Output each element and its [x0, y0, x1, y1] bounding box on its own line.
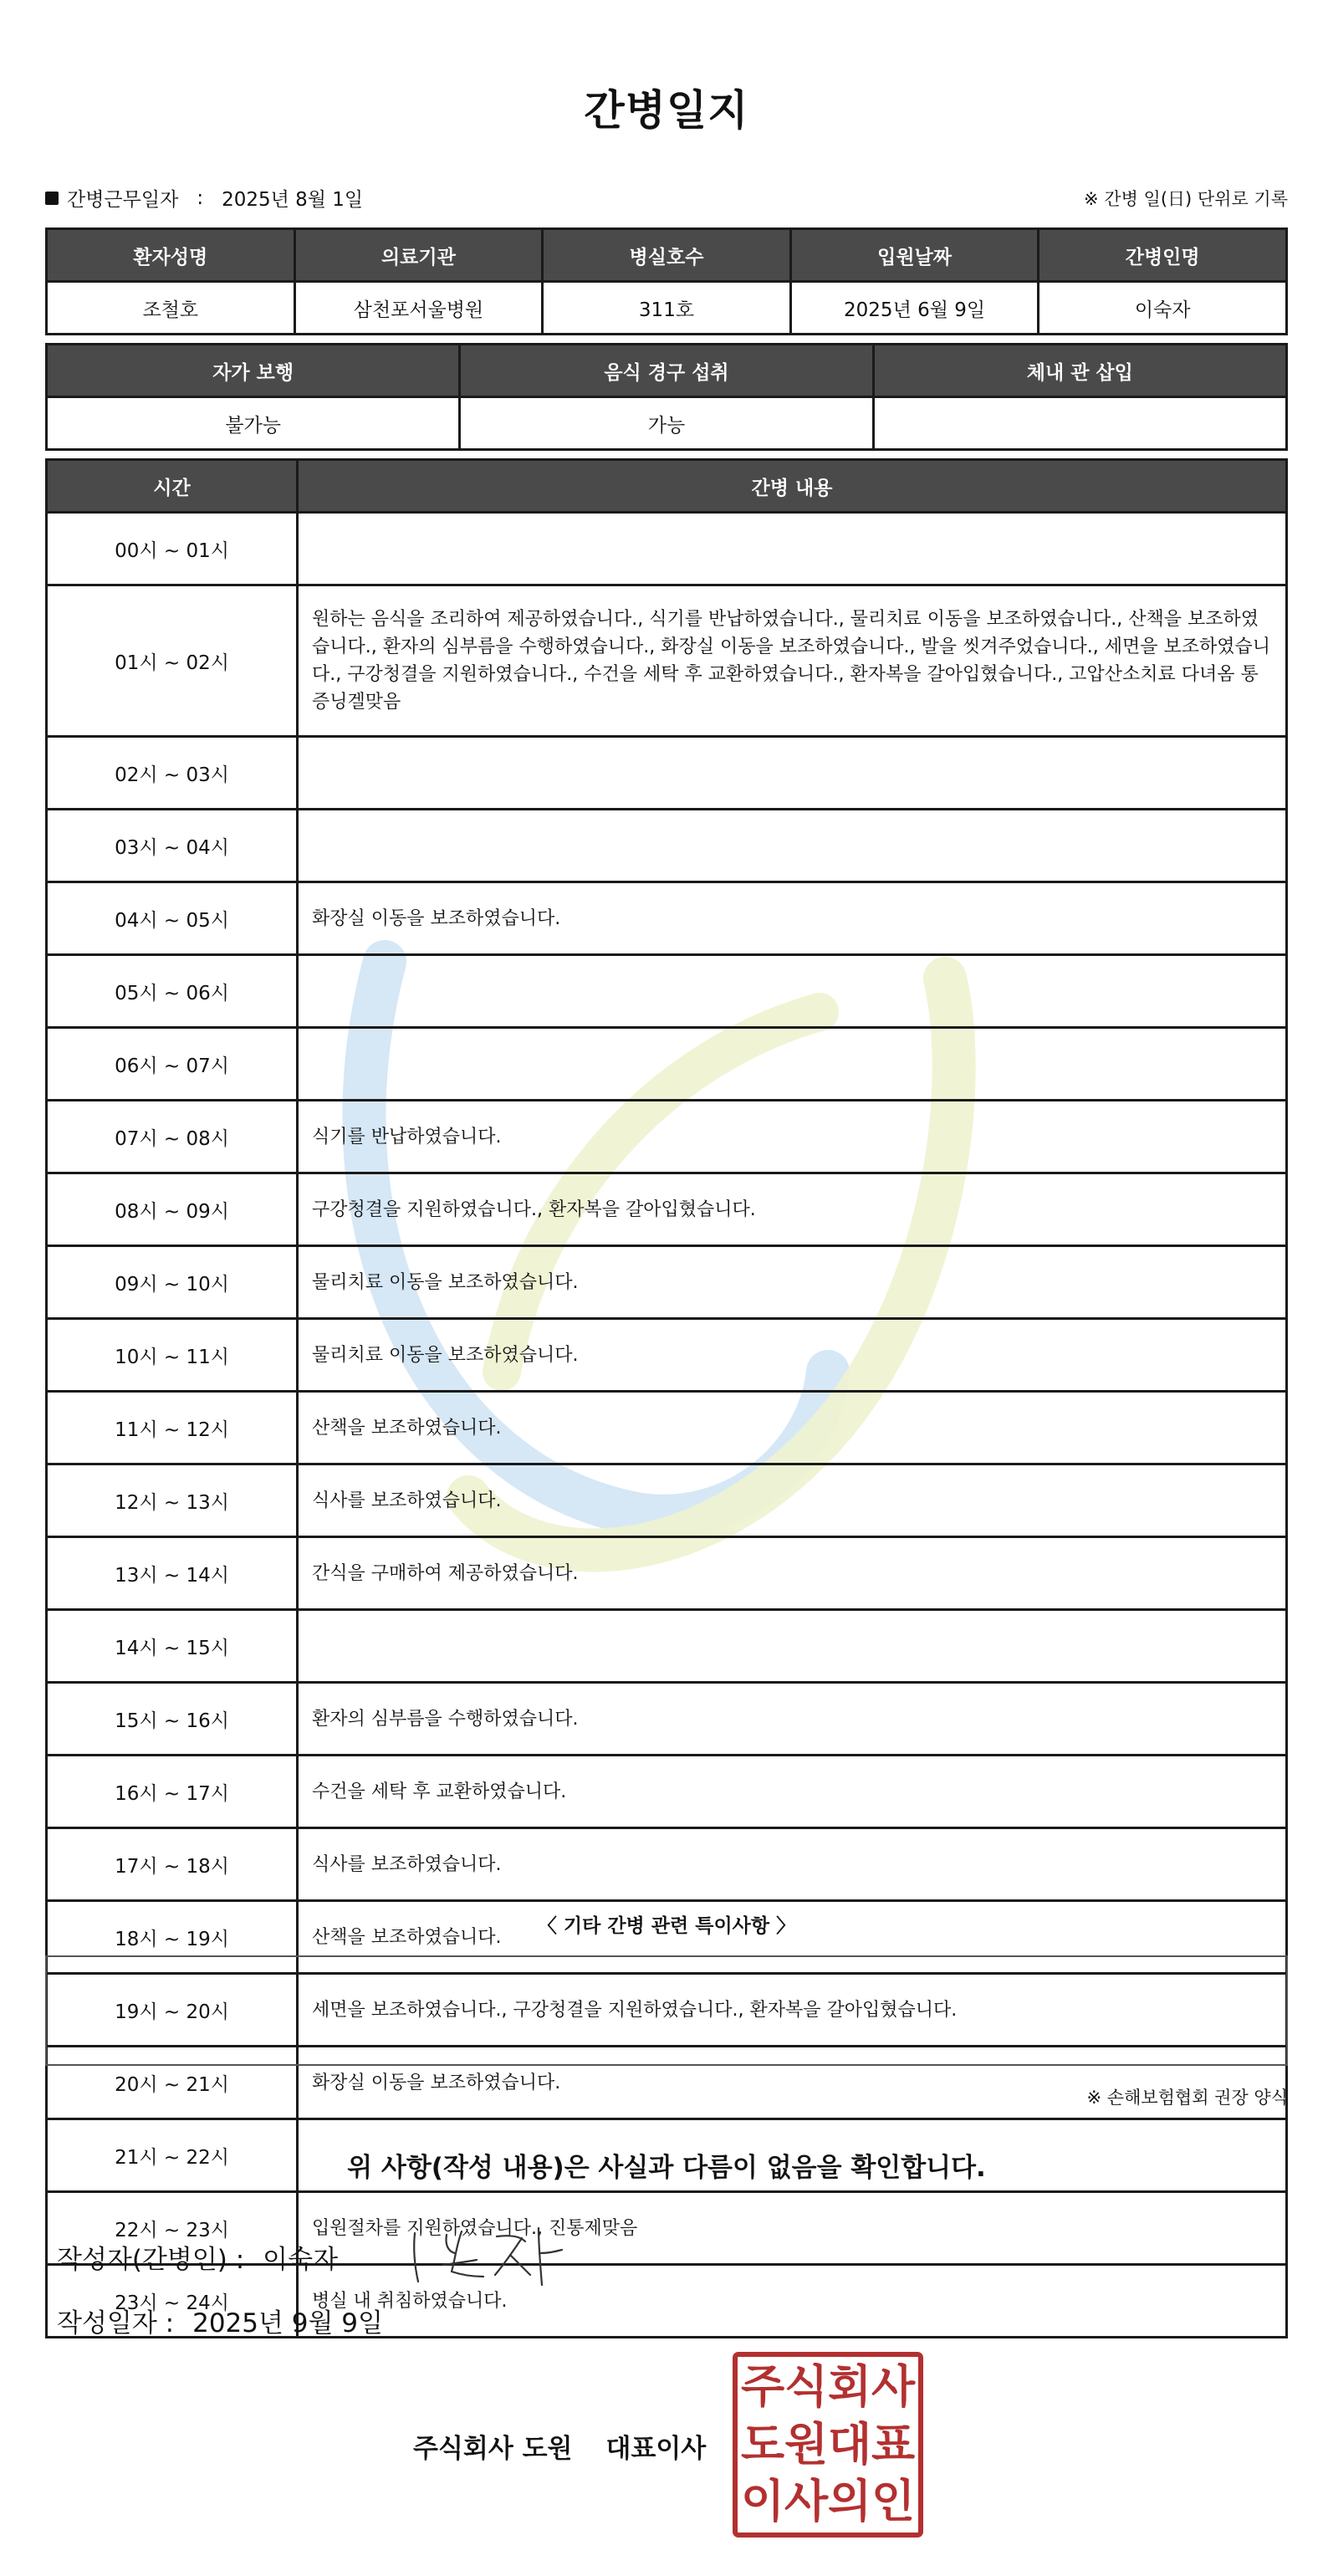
care-content: 환자의 심부름을 수행하였습니다.	[298, 1683, 1287, 1756]
confirmation-statement: 위 사항(작성 내용)은 사실과 다름이 없음을 확인합니다.	[347, 2153, 986, 2183]
care-content	[298, 955, 1287, 1028]
seal-char: 이	[741, 2475, 785, 2528]
header-patient-name: 환자성명	[47, 229, 295, 282]
header-self-walking: 자가 보행	[47, 345, 460, 397]
form-source-note: ※ 손해보험협회 권장 양식	[1086, 2088, 1288, 2108]
time-slot: 14시 ~ 15시	[47, 1610, 298, 1683]
care-content	[298, 1028, 1287, 1101]
table-row	[47, 585, 1287, 737]
seal-char: 식	[784, 2360, 829, 2413]
care-content: 세면을 보조하였습니다., 구강청결을 지원하였습니다., 환자복을 갈아입혔습니다.	[298, 1974, 1287, 2047]
seal-char: 인	[871, 2475, 916, 2528]
care-content: 병실 내 취침하였습니다.	[298, 2265, 1287, 2338]
time-slot: 04시 ~ 05시	[47, 882, 298, 955]
self-walking-value: 불가능	[47, 397, 460, 450]
document-title: 간병일지	[584, 86, 749, 135]
care-content: 원하는 음식을 조리하여 제공하였습니다., 식기를 반납하였습니다., 물리치료 이동을 보조하였습니다., 산책을 보조하였습니다., 환자의 심부름을 수행하였습니다., 화장실 이동을 보조하였습니다., 발을 씻겨주었습니다., 세면을 보조하였습니다., 구강청결을 지원하였습니다., 수건을 세탁 후 교환하였습니다., 환자복을 갈아입혔습니다., 고압산소치료 다녀옴 통증닝겔맞음	[298, 585, 1287, 737]
work-date-label: 간병근무일자	[67, 189, 179, 211]
care-content: 물리치료 이동을 보조하였습니다.	[298, 1319, 1287, 1392]
care-content	[298, 737, 1287, 810]
seal-char: 대	[828, 2417, 872, 2471]
written-date-row	[57, 2302, 383, 2339]
table-row	[47, 1319, 1287, 1392]
tube-insertion-value	[873, 397, 1286, 450]
table-row	[47, 1464, 1287, 1537]
seal-characters	[741, 2359, 915, 2531]
header-time: 시간	[47, 460, 298, 513]
table-row	[47, 1828, 1287, 1901]
seal-char: 의	[828, 2475, 872, 2528]
time-slot: 03시 ~ 04시	[47, 810, 298, 882]
header-oral-intake: 음식 경구 섭취	[460, 345, 873, 397]
table-row	[47, 1246, 1287, 1319]
time-slot: 05시 ~ 06시	[47, 955, 298, 1028]
square-bullet-icon	[45, 192, 59, 205]
time-slot: 19시 ~ 20시	[47, 1974, 298, 2047]
patient-info-table	[45, 227, 1288, 335]
header-care-content: 간병 내용	[298, 460, 1287, 513]
care-content: 산책을 보조하였습니다.	[298, 1392, 1287, 1464]
hospital-name: 삼천포서울병원	[294, 282, 543, 335]
header-room-number: 병실호수	[543, 229, 791, 282]
time-slot: 13시 ~ 14시	[47, 1537, 298, 1610]
time-slot: 12시 ~ 13시	[47, 1464, 298, 1537]
header-caregiver-name: 간병인명	[1039, 229, 1287, 282]
admission-date: 2025년 6월 9일	[790, 282, 1039, 335]
care-content	[298, 1610, 1287, 1683]
care-content	[298, 513, 1287, 585]
seal-char: 원	[784, 2417, 829, 2471]
header-hospital: 의료기관	[294, 229, 543, 282]
company-name: 주식회사 도원	[413, 2434, 573, 2464]
care-content: 식기를 반납하였습니다.	[298, 1101, 1287, 1173]
table-row	[47, 1392, 1287, 1464]
time-slot: 18시 ~ 19시	[47, 1901, 298, 1974]
care-content: 식사를 보조하였습니다.	[298, 1828, 1287, 1901]
written-date-value: 2025년 9월 9일	[192, 2308, 383, 2338]
care-content: 수건을 세탁 후 교환하였습니다.	[298, 1756, 1287, 1828]
writer-label: 작성자(간병인) :	[57, 2245, 245, 2275]
patient-status-table	[45, 343, 1288, 451]
room-number: 311호	[543, 282, 791, 335]
table-row	[47, 955, 1287, 1028]
seal-char: 표	[871, 2417, 916, 2471]
seal-char: 사	[784, 2475, 829, 2528]
table-row	[47, 1173, 1287, 1246]
time-slot: 11시 ~ 12시	[47, 1392, 298, 1464]
time-slot: 08시 ~ 09시	[47, 1173, 298, 1246]
time-slot: 07시 ~ 08시	[47, 1101, 298, 1173]
table-row	[47, 513, 1287, 585]
time-slot: 10시 ~ 11시	[47, 1319, 298, 1392]
oral-intake-value: 가능	[460, 397, 873, 450]
time-slot: 21시 ~ 22시	[47, 2119, 298, 2192]
time-slot: 01시 ~ 02시	[47, 585, 298, 737]
time-slot: 00시 ~ 01시	[47, 513, 298, 585]
care-content: 식사를 보조하였습니다.	[298, 1464, 1287, 1537]
care-content: 산책을 보조하였습니다.	[298, 1901, 1287, 1974]
care-content: 화장실 이동을 보조하였습니다.	[298, 882, 1287, 955]
care-content: 간식을 구매하여 제공하였습니다.	[298, 1537, 1287, 1610]
seal-char: 사	[871, 2360, 916, 2413]
time-slot: 17시 ~ 18시	[47, 1828, 298, 1901]
caregiver-name: 이숙자	[1039, 282, 1287, 335]
special-notes-title: 〈 기타 간병 관련 특이사항 〉	[537, 1915, 796, 1937]
time-slot: 16시 ~ 17시	[47, 1756, 298, 1828]
header-admission-date: 입원날짜	[790, 229, 1039, 282]
representative-title: 대표이사	[605, 2434, 707, 2464]
table-row	[47, 1756, 1287, 1828]
time-slot: 06시 ~ 07시	[47, 1028, 298, 1101]
table-row	[47, 1537, 1287, 1610]
seal-char: 주	[741, 2360, 785, 2413]
handwritten-signature	[396, 2216, 597, 2292]
time-slot: 20시 ~ 21시	[47, 2047, 298, 2119]
time-slot: 09시 ~ 10시	[47, 1246, 298, 1319]
written-date-label: 작성일자 :	[57, 2308, 175, 2338]
seal-char: 도	[741, 2417, 785, 2471]
unit-note: ※ 간병 일(日) 단위로 기록	[1084, 189, 1288, 209]
care-content: 구강청결을 지원하였습니다., 환자복을 갈아입혔습니다.	[298, 1173, 1287, 1246]
seal-char: 회	[828, 2360, 872, 2413]
care-content: 물리치료 이동을 보조하였습니다.	[298, 1246, 1287, 1319]
time-slot: 22시 ~ 23시	[47, 2192, 298, 2265]
writer-name: 이숙자	[263, 2245, 339, 2275]
patient-name: 조철호	[47, 282, 295, 335]
writer-row	[57, 2238, 338, 2276]
company-row	[413, 2427, 706, 2465]
special-notes-box	[45, 1955, 1288, 2066]
work-date-value: 2025년 8월 1일	[222, 189, 364, 211]
work-date-row	[45, 184, 363, 212]
table-row	[47, 1028, 1287, 1101]
company-seal	[733, 2352, 923, 2538]
time-slot: 23시 ~ 24시	[47, 2265, 298, 2338]
table-row	[47, 882, 1287, 955]
time-slot: 02시 ~ 03시	[47, 737, 298, 810]
table-row	[47, 737, 1287, 810]
work-date-colon: :	[197, 187, 204, 209]
header-tube-insertion: 체내 관 삽입	[873, 345, 1286, 397]
time-slot: 15시 ~ 16시	[47, 1683, 298, 1756]
care-content: 입원절차를 지원하였습니다., 진통제맞음	[298, 2192, 1287, 2265]
table-row	[47, 1683, 1287, 1756]
care-content: 화장실 이동을 보조하였습니다.	[298, 2047, 1287, 2119]
table-row	[47, 1610, 1287, 1683]
care-content	[298, 810, 1287, 882]
table-row	[47, 810, 1287, 882]
table-row	[47, 1101, 1287, 1173]
